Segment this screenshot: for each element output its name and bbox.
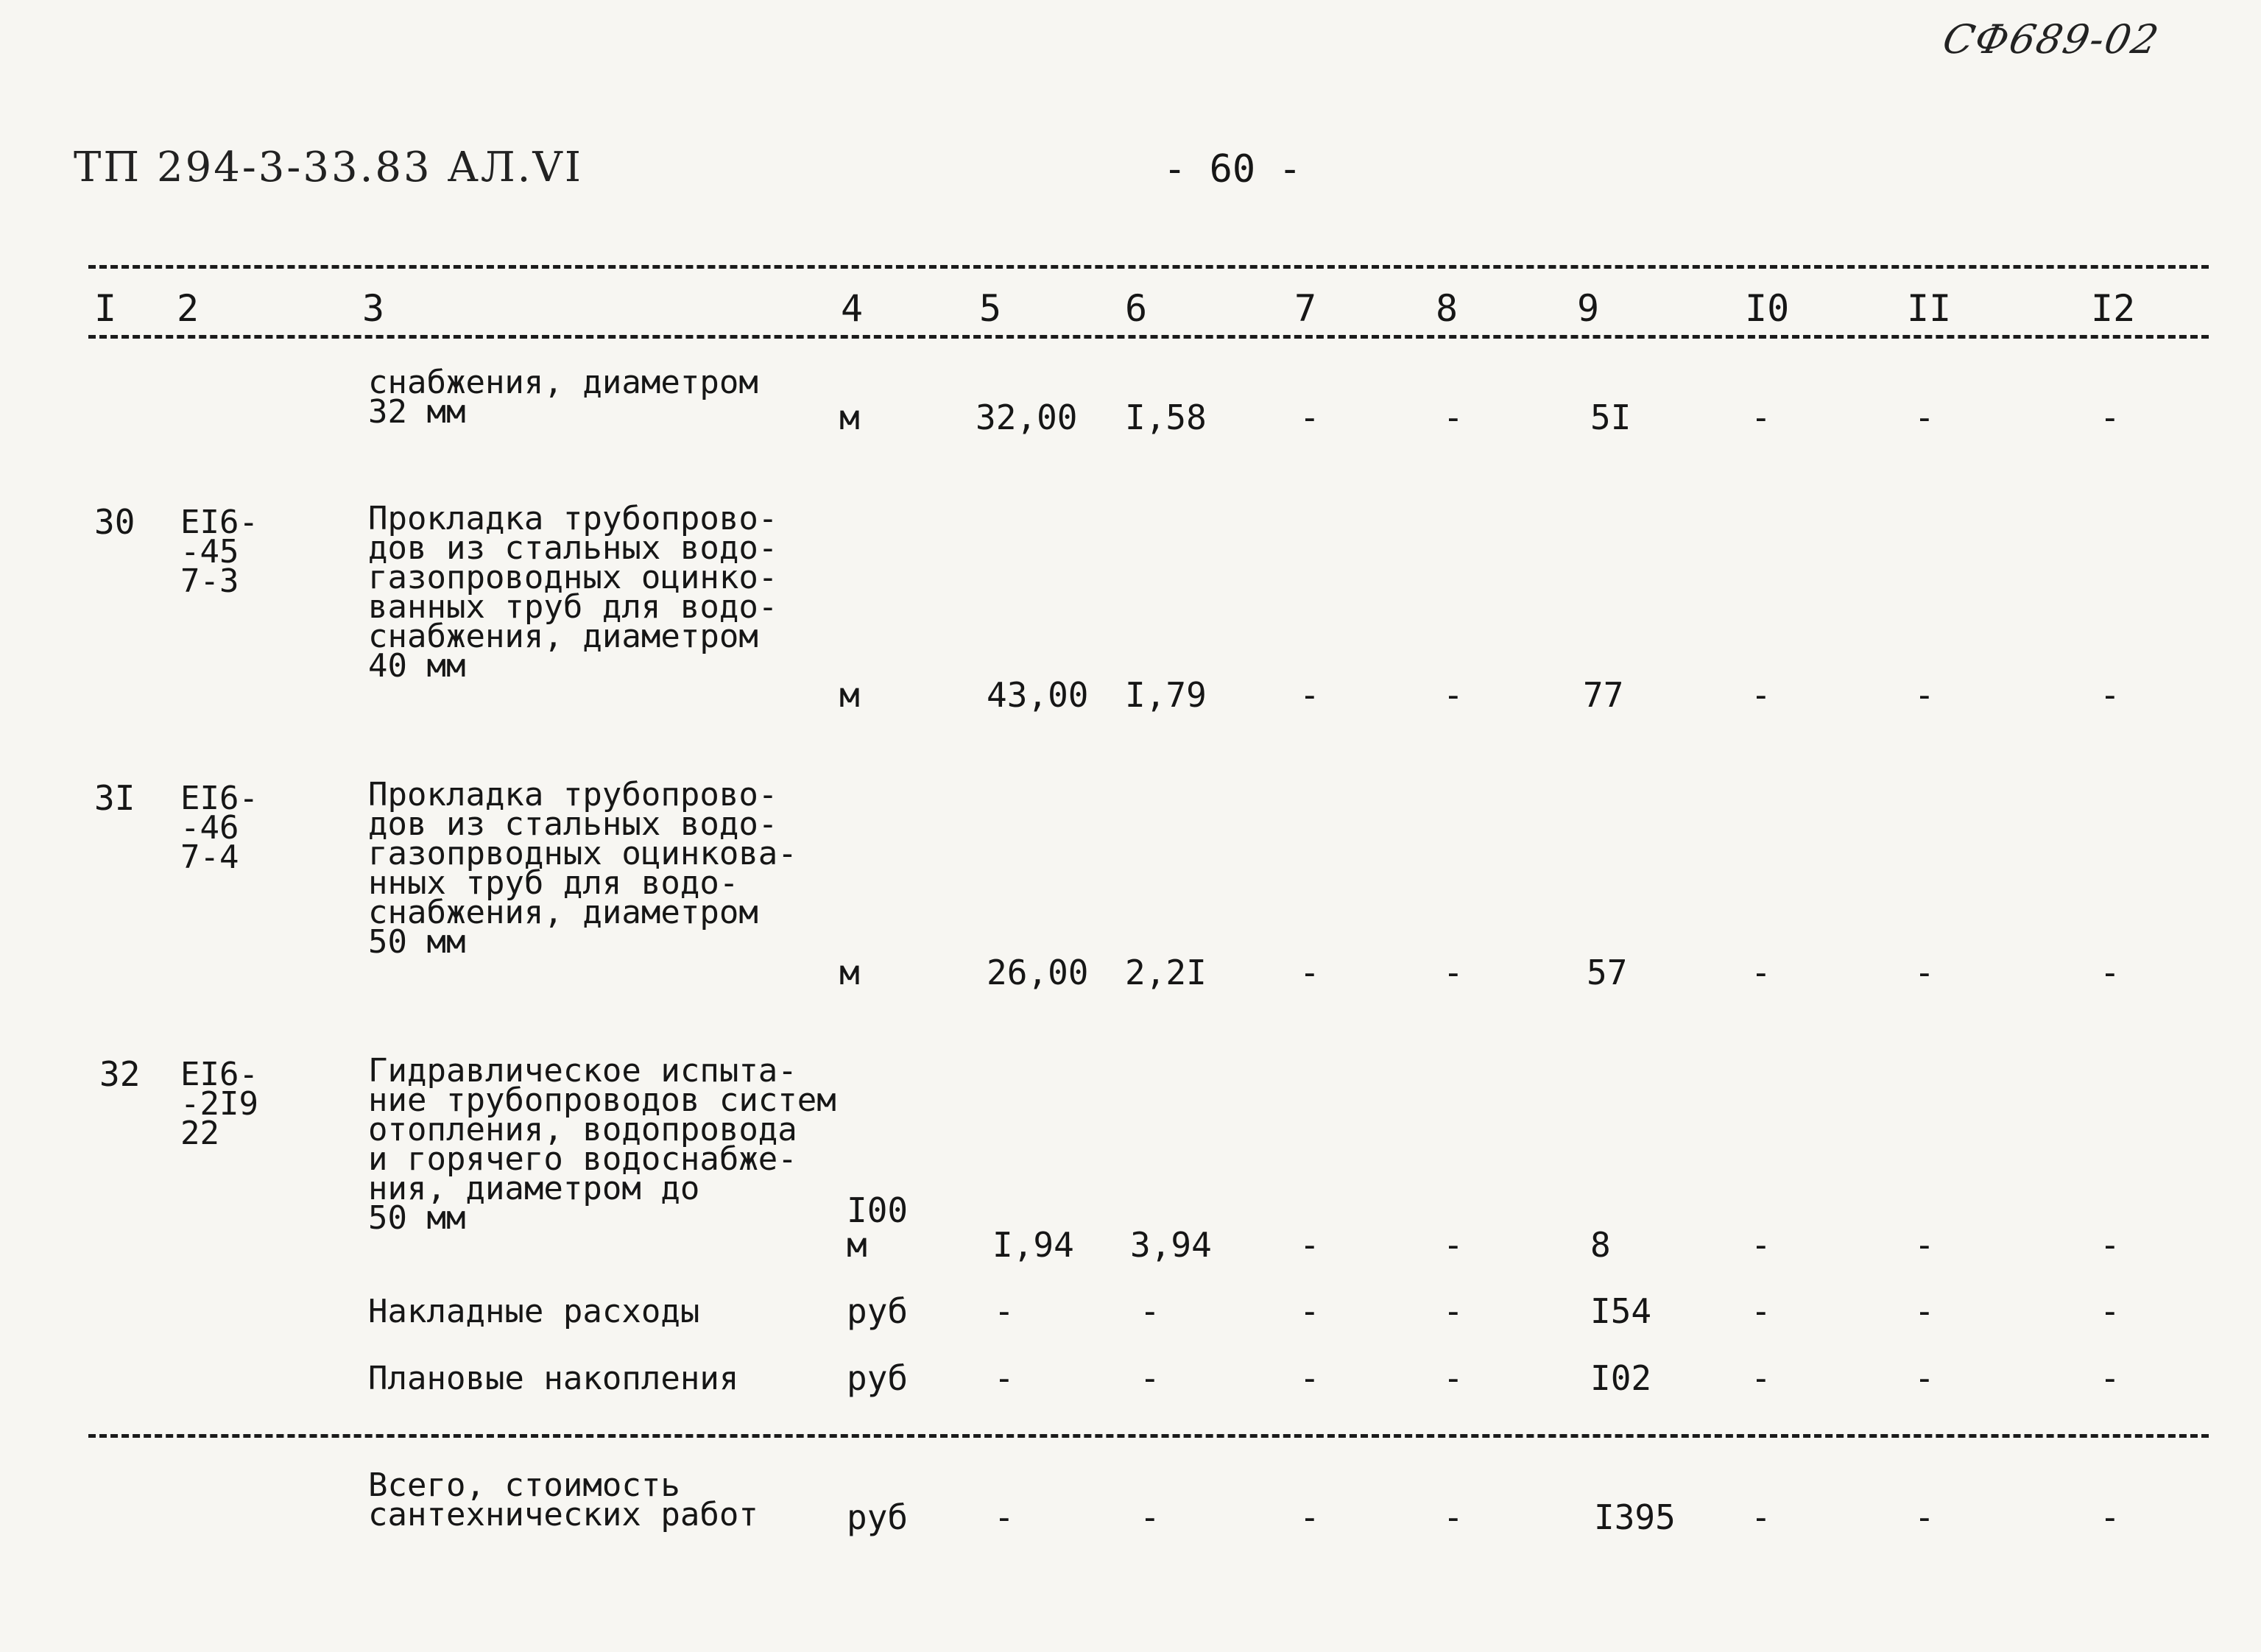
row-col12: - <box>2100 398 2120 437</box>
row-col11: - <box>1914 398 1935 437</box>
row-col8: - <box>1443 1225 1464 1265</box>
row-total-cost: I54 <box>1590 1291 1652 1331</box>
total-quantity: - <box>994 1497 1015 1537</box>
row-unit-cost: 3,94 <box>1130 1225 1212 1265</box>
row-unit: м <box>847 1225 867 1265</box>
row-total-cost: 77 <box>1583 675 1624 715</box>
col-number: 9 <box>1577 287 1600 330</box>
document-code: СФ689-02 <box>1939 16 2164 63</box>
row-code: EI6- -46 7-4 <box>180 780 258 876</box>
row-col10: - <box>1751 398 1771 437</box>
col-number: 6 <box>1125 287 1148 330</box>
row-quantity: - <box>994 1358 1015 1398</box>
row-unit: м <box>839 953 860 992</box>
row-total-cost: 8 <box>1590 1225 1611 1265</box>
total-col10: - <box>1751 1497 1771 1537</box>
row-unit-cost: 2,2I <box>1125 953 1207 992</box>
row-unit-cost: - <box>1140 1358 1160 1398</box>
total-description: Всего, стоимость сантехнических работ <box>368 1466 758 1533</box>
row-col7: - <box>1299 1358 1320 1398</box>
row-col12: - <box>2100 953 2120 992</box>
total-col7: - <box>1299 1497 1320 1537</box>
row-quantity: 32,00 <box>976 398 1078 437</box>
row-quantity: 26,00 <box>987 953 1089 992</box>
row-col12: - <box>2100 675 2120 715</box>
row-code: EI6- -2I9 22 <box>180 1056 258 1152</box>
row-unit: м <box>839 398 860 437</box>
row-col12: - <box>2100 1291 2120 1331</box>
row-total-cost: 57 <box>1587 953 1628 992</box>
row-col8: - <box>1443 953 1464 992</box>
row-description: Прокладка трубопрово- дов из стальных водо- газопрводных оцинкова- нных труб для водо- снабжения, диаметром 50 мм <box>368 776 797 961</box>
row-col11: - <box>1914 953 1935 992</box>
row-quantity: - <box>994 1291 1015 1331</box>
col-number: 3 <box>362 287 385 330</box>
row-col12: - <box>2100 1225 2120 1265</box>
project-reference: ТП 294-3-33.83 АЛ.VI <box>74 144 583 191</box>
col-number: I <box>94 287 117 330</box>
row-col7: - <box>1299 953 1320 992</box>
table-top-rule <box>88 265 2209 269</box>
col-number: I2 <box>2091 287 2136 330</box>
row-description: Накладные расходы <box>368 1293 700 1330</box>
row-unit-cost: - <box>1140 1291 1160 1331</box>
row-col12: - <box>2100 1358 2120 1398</box>
col-number: 4 <box>841 287 864 330</box>
row-quantity: I,94 <box>992 1225 1074 1265</box>
row-number: 30 <box>94 502 135 542</box>
total-unit-cost: - <box>1140 1497 1160 1537</box>
row-col11: - <box>1914 1291 1935 1331</box>
row-description: Прокладка трубопрово- дов из стальных водо- газопроводных оцинко- ванных труб для водо- снабжения, диаметром 40 мм <box>368 500 778 685</box>
row-col7: - <box>1299 398 1320 437</box>
row-col10: - <box>1751 1358 1771 1398</box>
row-col8: - <box>1443 398 1464 437</box>
row-code: EI6- -45 7-3 <box>180 504 258 600</box>
row-total-cost: I02 <box>1590 1358 1652 1398</box>
row-unit: м <box>839 675 860 715</box>
row-col7: - <box>1299 675 1320 715</box>
total-unit: руб <box>847 1497 909 1537</box>
total-col12: - <box>2100 1497 2120 1537</box>
total-cost: I395 <box>1594 1497 1676 1537</box>
row-col10: - <box>1751 953 1771 992</box>
total-col11: - <box>1914 1497 1935 1537</box>
row-col8: - <box>1443 1358 1464 1398</box>
row-number: 32 <box>99 1054 141 1094</box>
row-col10: - <box>1751 1291 1771 1331</box>
row-description: снабжения, диаметром 32 мм <box>368 364 758 431</box>
row-description: Плановые накопления <box>368 1360 739 1397</box>
row-total-cost: 5I <box>1590 398 1632 437</box>
row-unit-quantity-base: I00 <box>847 1190 909 1230</box>
row-description: Гидравлическое испыта- ние трубопроводов систем отопления, водопровода и горячего водоснабже- ния, диаметром до 50 мм <box>368 1052 836 1237</box>
total-separator-rule <box>88 1434 2209 1438</box>
row-unit: руб <box>847 1291 909 1331</box>
col-number: 2 <box>177 287 200 330</box>
header-bottom-rule <box>88 335 2209 339</box>
row-col7: - <box>1299 1291 1320 1331</box>
row-col11: - <box>1914 1358 1935 1398</box>
col-number: I0 <box>1745 287 1790 330</box>
col-number: II <box>1907 287 1952 330</box>
row-col8: - <box>1443 675 1464 715</box>
col-number: 5 <box>979 287 1002 330</box>
col-number: 7 <box>1294 287 1317 330</box>
row-col10: - <box>1751 675 1771 715</box>
total-col8: - <box>1443 1497 1464 1537</box>
row-col11: - <box>1914 675 1935 715</box>
row-unit: руб <box>847 1358 909 1398</box>
row-col11: - <box>1914 1225 1935 1265</box>
row-unit-cost: I,79 <box>1125 675 1207 715</box>
row-quantity: 43,00 <box>987 675 1089 715</box>
page-number: - 60 - <box>1163 147 1302 191</box>
row-col10: - <box>1751 1225 1771 1265</box>
col-number: 8 <box>1436 287 1458 330</box>
row-number: 3I <box>94 778 135 818</box>
row-unit-cost: I,58 <box>1125 398 1207 437</box>
row-col8: - <box>1443 1291 1464 1331</box>
row-col7: - <box>1299 1225 1320 1265</box>
